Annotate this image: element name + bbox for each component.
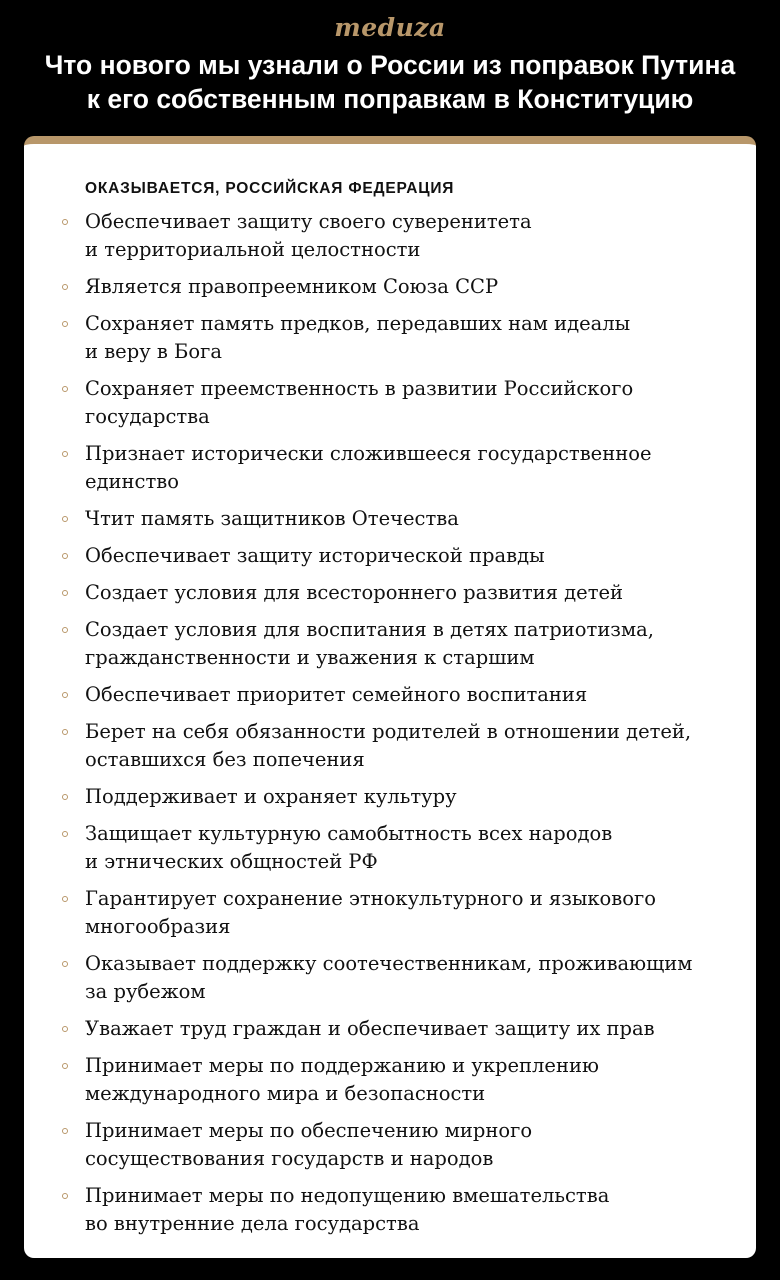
item-text-line-1: Сохраняет память предков, передавших нам идеалы xyxy=(85,312,631,335)
list-item xyxy=(24,1015,756,1043)
item-text-line-2: и веру в Бога xyxy=(85,340,222,363)
circle-bullet-icon xyxy=(62,1063,68,1069)
item-text-line-2: гражданственности и уважения к старшим xyxy=(85,646,535,669)
circle-bullet-icon xyxy=(62,794,68,800)
headline-line-2: к его собственным поправкам в Конституцию xyxy=(86,84,694,114)
section-label: ОКАЗЫВАЕТСЯ, РОССИЙСКАЯ ФЕДЕРАЦИЯ xyxy=(85,180,455,197)
circle-bullet-icon xyxy=(62,1128,68,1134)
item-text-line-2: и этнических общностей РФ xyxy=(85,850,378,873)
item-text-line-2: за рубежом xyxy=(85,980,206,1003)
item-text-line-1: Гарантирует сохранение этнокультурного и языкового xyxy=(85,887,656,910)
list-item xyxy=(24,542,756,570)
list-item xyxy=(24,310,756,366)
headline-line-1: Что нового мы узнали о России из поправок Путина xyxy=(44,50,736,80)
list-item xyxy=(24,505,756,533)
item-text-line-1: Является правопреемником Союза ССР xyxy=(85,275,499,298)
circle-bullet-icon xyxy=(62,219,68,225)
item-text-line-1: Обеспечивает приоритет семейного воспитания xyxy=(85,683,588,706)
item-text-line-1: Обеспечивает защиту своего суверенитета xyxy=(85,210,532,233)
circle-bullet-icon xyxy=(62,961,68,967)
item-text-line-2: единство xyxy=(85,470,179,493)
list-item xyxy=(24,375,756,431)
item-text-line-1: Принимает меры по поддержанию и укреплению xyxy=(85,1054,599,1077)
circle-bullet-icon xyxy=(62,553,68,559)
item-text-line-2: многообразия xyxy=(85,915,231,938)
amendments-list xyxy=(24,208,756,1247)
circle-bullet-icon xyxy=(62,284,68,290)
list-item xyxy=(24,208,756,264)
circle-bullet-icon xyxy=(62,692,68,698)
headline xyxy=(20,48,760,116)
circle-bullet-icon xyxy=(62,1026,68,1032)
item-text-line-1: Защищает культурную самобытность всех народов xyxy=(85,822,613,845)
list-item xyxy=(24,1117,756,1173)
list-item xyxy=(24,616,756,672)
circle-bullet-icon xyxy=(62,590,68,596)
item-text-line-2: сосуществования государств и народов xyxy=(85,1147,494,1170)
item-text-line-2: оставшихся без попечения xyxy=(85,748,365,771)
list-item xyxy=(24,783,756,811)
item-text-line-1: Обеспечивает защиту исторической правды xyxy=(85,544,545,567)
circle-bullet-icon xyxy=(62,1193,68,1199)
list-item xyxy=(24,681,756,709)
circle-bullet-icon xyxy=(62,386,68,392)
list-item xyxy=(24,885,756,941)
list-item xyxy=(24,950,756,1006)
item-text-line-1: Создает условия для воспитания в детях патриотизма, xyxy=(85,618,654,641)
item-text-line-1: Поддерживает и охраняет культуру xyxy=(85,785,457,808)
item-text-line-2: во внутренние дела государства xyxy=(85,1212,420,1235)
item-text-line-1: Создает условия для всестороннего развития детей xyxy=(85,581,624,604)
circle-bullet-icon xyxy=(62,831,68,837)
list-item xyxy=(24,579,756,607)
item-text-line-2: и территориальной целостности xyxy=(85,238,421,261)
circle-bullet-icon xyxy=(62,516,68,522)
content-card xyxy=(24,136,756,1258)
circle-bullet-icon xyxy=(62,896,68,902)
list-item xyxy=(24,1052,756,1108)
item-text-line-1: Признает исторически сложившееся государственное xyxy=(85,442,652,465)
list-item xyxy=(24,273,756,301)
meduza-logo: meduza xyxy=(334,13,446,42)
item-text-line-2: государства xyxy=(85,405,210,428)
item-text-line-1: Берет на себя обязанности родителей в отношении детей, xyxy=(85,720,692,743)
circle-bullet-icon xyxy=(62,451,68,457)
list-item xyxy=(24,440,756,496)
item-text-line-1: Оказывает поддержку соотечественникам, проживающим xyxy=(85,952,693,975)
item-text-line-1: Уважает труд граждан и обеспечивает защиту их прав xyxy=(85,1017,655,1040)
list-item xyxy=(24,718,756,774)
list-item xyxy=(24,820,756,876)
circle-bullet-icon xyxy=(62,627,68,633)
item-text-line-2: международного мира и безопасности xyxy=(85,1082,486,1105)
circle-bullet-icon xyxy=(62,729,68,735)
item-text-line-1: Сохраняет преемственность в развитии Российского xyxy=(85,377,634,400)
item-text-line-1: Чтит память защитников Отечества xyxy=(85,507,459,530)
item-text-line-1: Принимает меры по обеспечению мирного xyxy=(85,1119,533,1142)
list-item xyxy=(24,1182,756,1238)
circle-bullet-icon xyxy=(62,321,68,327)
item-text-line-1: Принимает меры по недопущению вмешательства xyxy=(85,1184,610,1207)
